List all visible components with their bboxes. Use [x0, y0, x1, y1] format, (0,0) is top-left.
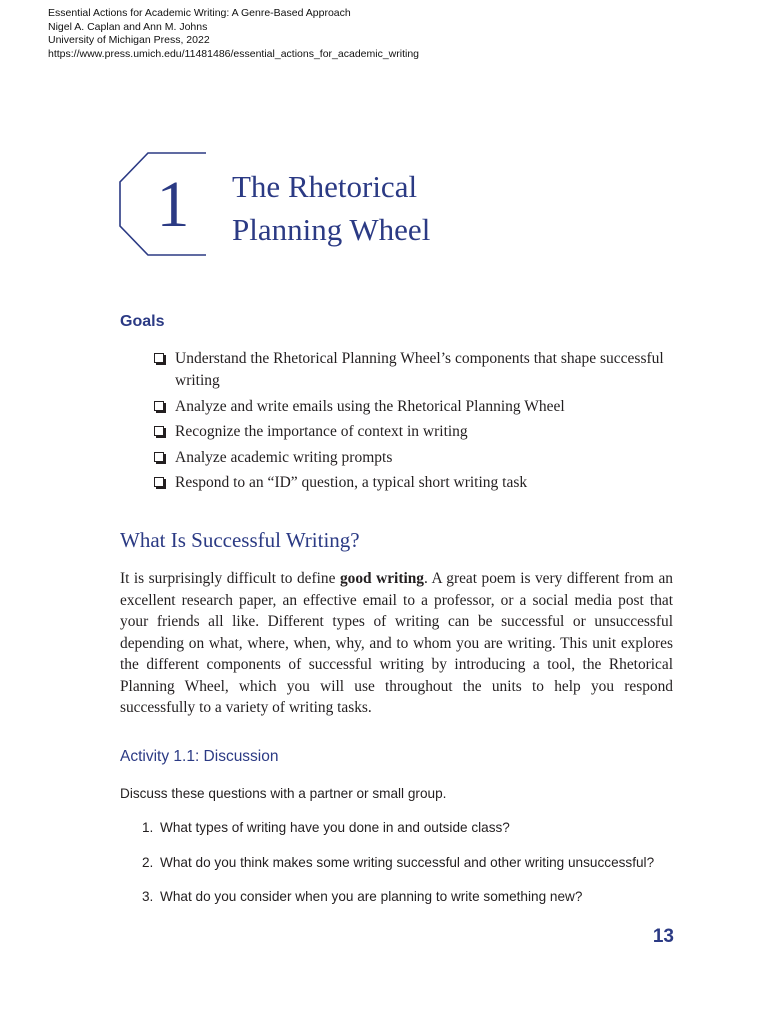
question-number: 1. — [142, 820, 154, 835]
question-item — [142, 855, 654, 890]
chapter-title — [232, 165, 430, 251]
activity-heading: Activity 1.1: Discussion — [120, 748, 279, 765]
goal-text: Respond to an “ID” question, a typical short writing task — [175, 474, 528, 491]
checkbox-icon — [154, 401, 164, 411]
goal-text: Analyze and write emails using the Rhetorical Planning Wheel — [175, 397, 565, 415]
goal-item — [153, 421, 673, 443]
section-heading: What Is Successful Writing? — [120, 528, 360, 552]
goal-item — [153, 472, 673, 494]
question-text: What do you think makes some writing successful and other writing unsuccessful? — [160, 854, 655, 870]
goal-item — [153, 396, 673, 418]
activity-instruction: Discuss these questions with a partner or small group. — [120, 786, 447, 801]
chapter-number: 1 — [156, 168, 190, 241]
page-number: 13 — [652, 926, 674, 947]
question-list — [142, 820, 654, 924]
checkbox-icon — [154, 426, 164, 436]
checkbox-icon — [154, 477, 164, 487]
citation-book-title: Essential Actions for Academic Writing: A Genre-Based Approach — [48, 7, 351, 19]
question-item — [142, 889, 654, 924]
goal-text: Recognize the importance of context in writing — [175, 423, 468, 440]
chapter-title-line-1: The Rhetorical — [232, 169, 418, 204]
goals-list — [153, 348, 673, 498]
citation-url: https://www.press.umich.edu/11481486/essential_actions_for_academic_writing — [48, 47, 420, 60]
goal-text: Analyze academic writing prompts — [175, 448, 393, 466]
citation-block — [48, 7, 419, 61]
question-number: 2. — [142, 854, 154, 870]
citation-publisher: University of Michigan Press, 2022 — [48, 34, 210, 46]
question-text: What types of writing have you done in and outside class? — [160, 820, 510, 835]
goal-text: Understand the Rhetorical Planning Wheel’s components that shape successful writing — [175, 350, 664, 389]
citation-authors: Nigel A. Caplan and Ann M. Johns — [48, 20, 208, 33]
paragraph-text-rest: . A great poem is very different from an excellent research paper, an effective email to a professor, or a social media post that your friends all like. Different types of writing can be successful or unsuccessful depending on what, where, when, why, and to whom you are writing. This unit explores the different components of successful writing by introducing a tool, the Rhetorical Planning Wheel, which you will use throughout the units to help you respond successfully to a variety of writing tasks. — [120, 570, 673, 716]
goal-item — [153, 447, 673, 469]
body-paragraph — [120, 568, 673, 719]
question-item — [142, 820, 654, 855]
paragraph-text-start: It is surprisingly difficult to define — [120, 570, 340, 587]
goals-heading: Goals — [120, 313, 165, 330]
checkbox-icon — [154, 452, 164, 462]
question-text: What do you consider when you are planning to write something new? — [160, 889, 583, 904]
checkbox-icon — [154, 353, 164, 363]
question-number: 3. — [142, 889, 154, 904]
paragraph-bold-term: good writing — [339, 570, 424, 587]
chapter-title-line-2: Planning Wheel — [232, 212, 431, 247]
goal-item — [153, 348, 673, 392]
